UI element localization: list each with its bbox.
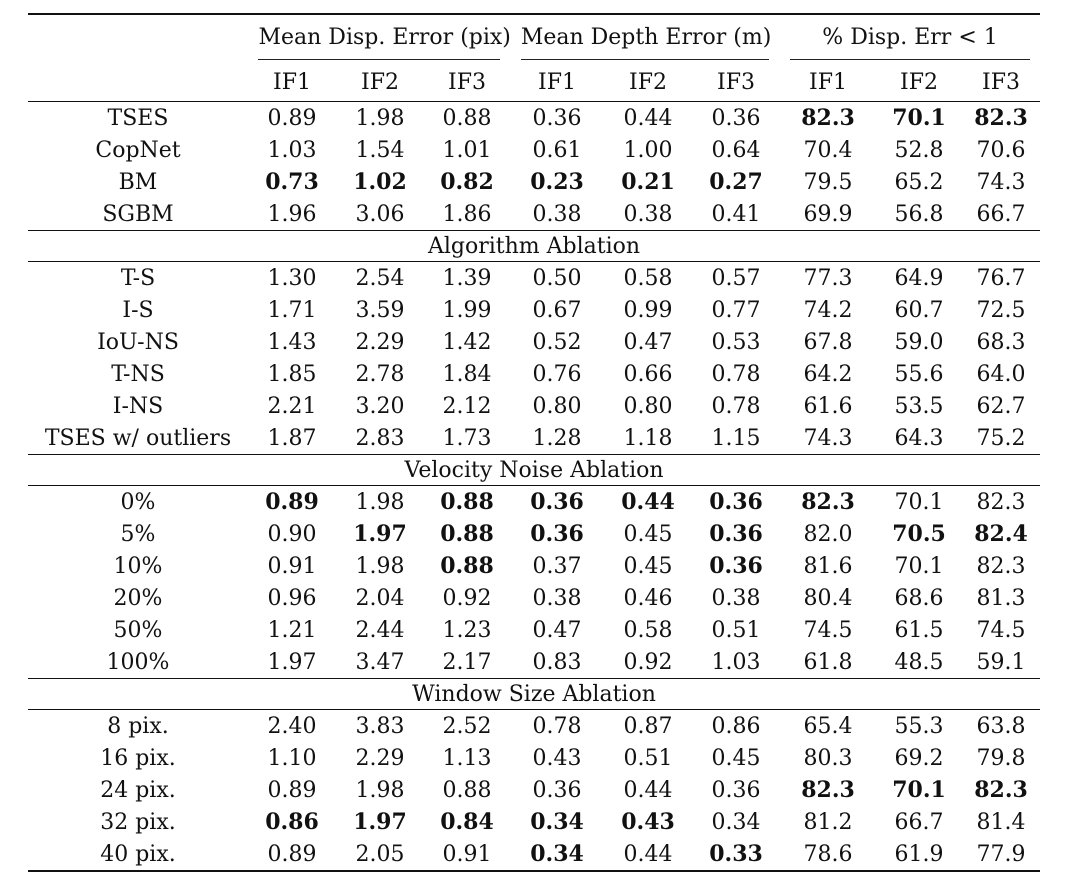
row-label: 40 pix. [100, 841, 176, 867]
table-cell: 0.96 [267, 585, 317, 611]
table-cell: 0.44 [623, 105, 673, 131]
best-value: 82.3 [974, 105, 1028, 131]
subcolumn-header-row [28, 63, 1040, 102]
table-cell: 1.42 [442, 329, 492, 355]
subcol-header: IF1 [809, 69, 847, 95]
table-cell: 1.98 [355, 489, 405, 515]
best-value: 0.27 [709, 169, 763, 195]
table-cell: 1.18 [623, 425, 673, 451]
row-label: 10% [113, 553, 163, 579]
table-cell [424, 166, 510, 198]
table-cell: 0.64 [711, 137, 761, 163]
section-title: Window Size Ablation [412, 681, 656, 707]
table-cell: 2.04 [355, 585, 405, 611]
table-cell: 1.99 [442, 297, 492, 323]
table-cell: 1.43 [267, 329, 317, 355]
row-label: T-NS [111, 361, 165, 387]
best-value: 82.3 [801, 489, 855, 515]
table-cell: 0.45 [623, 521, 673, 547]
row-label: TSES [107, 105, 169, 131]
table-cell: 81.2 [803, 809, 853, 835]
row-label: 20% [113, 585, 163, 611]
table-cell: 1.01 [442, 137, 492, 163]
table-cell: 66.7 [894, 809, 944, 835]
table-cell: 0.90 [267, 521, 317, 547]
row-label: T-S [120, 265, 156, 291]
table-cell [248, 166, 336, 198]
table-cell [510, 166, 604, 198]
table-cell: 0.99 [623, 297, 673, 323]
table-cell: 0.37 [532, 553, 582, 579]
table-cell [336, 518, 424, 550]
row-label: 32 pix. [100, 809, 176, 835]
table-cell: 0.58 [623, 617, 673, 643]
table-cell [336, 806, 424, 838]
table-cell: 0.44 [623, 841, 673, 867]
table-cell: 75.2 [976, 425, 1026, 451]
best-value: 82.3 [974, 777, 1028, 803]
table-cell [692, 550, 780, 582]
table-cell: 0.36 [532, 777, 582, 803]
table-cell: 2.83 [355, 425, 405, 451]
table-cell [780, 774, 876, 806]
table-cell: 0.51 [711, 617, 761, 643]
best-value: 0.33 [709, 841, 763, 867]
table-row [28, 294, 1040, 326]
table-cell: 74.5 [803, 617, 853, 643]
table-cell: 81.4 [976, 809, 1026, 835]
table-cell: 0.45 [623, 553, 673, 579]
table-cell: 59.1 [976, 649, 1026, 675]
table-cell: 0.78 [711, 393, 761, 419]
table-cell: 82.0 [803, 521, 853, 547]
table-cell [876, 774, 962, 806]
table-cell: 1.39 [442, 265, 492, 291]
table-cell [424, 806, 510, 838]
section-title: Algorithm Ablation [427, 233, 641, 259]
best-value: 1.97 [353, 809, 407, 835]
table-cell: 0.89 [267, 777, 317, 803]
table-cell: 53.5 [894, 393, 944, 419]
table-cell [876, 102, 962, 135]
row-label: TSES w/ outliers [44, 425, 232, 451]
subcol-header: IF1 [538, 69, 576, 95]
table-cell: 82.3 [976, 489, 1026, 515]
table-cell: 1.54 [355, 137, 405, 163]
table-cell: 70.6 [976, 137, 1026, 163]
subcol-header: IF2 [361, 69, 399, 95]
table-cell: 0.44 [623, 777, 673, 803]
table-cell [248, 486, 336, 519]
subcol-header: IF3 [448, 69, 486, 95]
table-cell: 77.3 [803, 265, 853, 291]
subcol-header: IF2 [629, 69, 667, 95]
table-cell: 0.92 [623, 649, 673, 675]
best-value: 1.02 [353, 169, 407, 195]
best-value: 0.44 [621, 489, 675, 515]
table-cell: 0.61 [532, 137, 582, 163]
table-cell: 82.3 [976, 553, 1026, 579]
table-row [28, 102, 1040, 135]
table-cell: 69.2 [894, 745, 944, 771]
table-cell [780, 102, 876, 135]
best-value: 82.3 [801, 777, 855, 803]
section-title: Velocity Noise Ablation [404, 457, 664, 483]
table-cell: 78.6 [803, 841, 853, 867]
best-value: 0.88 [440, 521, 494, 547]
table-cell [692, 166, 780, 198]
table-cell: 0.67 [532, 297, 582, 323]
row-label: I-S [122, 297, 154, 323]
table-cell: 0.91 [442, 841, 492, 867]
table-cell: 0.41 [711, 201, 761, 227]
section-header-row [28, 455, 1040, 486]
table-cell: 0.38 [711, 585, 761, 611]
table-cell: 81.6 [803, 553, 853, 579]
table-cell: 64.3 [894, 425, 944, 451]
table-cell: 48.5 [894, 649, 944, 675]
best-value: 0.73 [265, 169, 319, 195]
table-cell [962, 774, 1040, 806]
table-cell: 65.4 [803, 713, 853, 739]
table-cell: 76.7 [976, 265, 1026, 291]
table-cell: 70.4 [803, 137, 853, 163]
table-cell: 2.44 [355, 617, 405, 643]
corner-cell [28, 14, 248, 63]
table-row [28, 646, 1040, 679]
best-value: 1.97 [353, 521, 407, 547]
table-cell: 0.52 [532, 329, 582, 355]
table-cell: 0.78 [532, 713, 582, 739]
table-cell: 60.7 [894, 297, 944, 323]
table-cell: 0.51 [623, 745, 673, 771]
best-value: 0.43 [621, 809, 675, 835]
table-cell: 61.5 [894, 617, 944, 643]
table-cell: 0.36 [711, 105, 761, 131]
best-value: 0.89 [265, 489, 319, 515]
row-label: 24 pix. [100, 777, 176, 803]
table-cell: 0.58 [623, 265, 673, 291]
table-cell: 0.77 [711, 297, 761, 323]
table-cell: 0.76 [532, 361, 582, 387]
row-label: 100% [106, 649, 170, 675]
row-label: BM [118, 169, 158, 195]
row-label: SGBM [102, 201, 174, 227]
table-cell: 2.05 [355, 841, 405, 867]
best-value: 0.36 [709, 553, 763, 579]
table-cell: 79.8 [976, 745, 1026, 771]
best-value: 82.4 [974, 521, 1028, 547]
best-value: 0.36 [530, 521, 584, 547]
table-cell: 0.38 [532, 201, 582, 227]
best-value: 0.36 [709, 489, 763, 515]
table-cell: 72.5 [976, 297, 1026, 323]
table-row [28, 518, 1040, 550]
table-cell: 64.0 [976, 361, 1026, 387]
table-cell: 64.9 [894, 265, 944, 291]
table-cell: 2.21 [267, 393, 317, 419]
table-row [28, 262, 1040, 295]
table-cell [876, 518, 962, 550]
table-cell: 63.8 [976, 713, 1026, 739]
table-cell: 1.86 [442, 201, 492, 227]
table-cell: 0.83 [532, 649, 582, 675]
table-cell: 1.21 [267, 617, 317, 643]
table-cell: 0.47 [623, 329, 673, 355]
table-cell: 0.34 [711, 809, 761, 835]
best-value: 0.82 [440, 169, 494, 195]
best-value: 0.23 [530, 169, 584, 195]
table-cell: 0.80 [623, 393, 673, 419]
table-cell: 1.13 [442, 745, 492, 771]
table-cell: 74.3 [976, 169, 1026, 195]
subcol-header: IF2 [900, 69, 938, 95]
table-cell: 0.92 [442, 585, 492, 611]
best-value: 0.21 [621, 169, 675, 195]
table-cell: 3.20 [355, 393, 405, 419]
table-cell: 74.2 [803, 297, 853, 323]
table-row [28, 422, 1040, 455]
table-row [28, 742, 1040, 774]
table-cell: 0.50 [532, 265, 582, 291]
best-value: 0.86 [265, 809, 319, 835]
best-value: 0.34 [530, 809, 584, 835]
subcol-header: IF3 [717, 69, 755, 95]
best-value: 0.88 [440, 553, 494, 579]
table-cell [424, 518, 510, 550]
table-cell: 0.66 [623, 361, 673, 387]
best-value: 0.36 [709, 521, 763, 547]
section-header-row [28, 679, 1040, 710]
table-cell: 0.53 [711, 329, 761, 355]
table-cell: 66.7 [976, 201, 1026, 227]
subcol-header: IF3 [982, 69, 1020, 95]
table-cell: 61.8 [803, 649, 853, 675]
table-row [28, 774, 1040, 806]
best-value: 0.34 [530, 841, 584, 867]
table-cell: 2.78 [355, 361, 405, 387]
table-cell: 3.06 [355, 201, 405, 227]
best-value: 82.3 [801, 105, 855, 131]
table-cell: 74.5 [976, 617, 1026, 643]
table-cell: 0.88 [442, 105, 492, 131]
best-value: 70.1 [892, 105, 946, 131]
table-cell: 3.83 [355, 713, 405, 739]
table-cell: 2.29 [355, 329, 405, 355]
table-cell [336, 166, 424, 198]
table-row [28, 614, 1040, 646]
table-cell: 67.8 [803, 329, 853, 355]
table-row [28, 198, 1040, 231]
table-cell: 56.8 [894, 201, 944, 227]
table-cell: 55.3 [894, 713, 944, 739]
table-cell: 1.98 [355, 105, 405, 131]
table-cell: 1.28 [532, 425, 582, 451]
table-cell: 0.57 [711, 265, 761, 291]
table-cell [604, 166, 692, 198]
table-row [28, 806, 1040, 838]
table-cell: 0.38 [623, 201, 673, 227]
group-header-disp-error: Mean Disp. Error (pix) [248, 14, 510, 63]
best-value: 0.88 [440, 489, 494, 515]
table-cell: 0.46 [623, 585, 673, 611]
table-cell: 1.96 [267, 201, 317, 227]
table-cell: 1.03 [267, 137, 317, 163]
table-cell [692, 838, 780, 871]
table-cell: 1.00 [623, 137, 673, 163]
table-cell: 2.12 [442, 393, 492, 419]
table-row [28, 710, 1040, 743]
row-label: 16 pix. [100, 745, 176, 771]
table-cell [962, 518, 1040, 550]
table-row [28, 838, 1040, 871]
table-cell: 79.5 [803, 169, 853, 195]
table-row [28, 486, 1040, 519]
table-cell [424, 550, 510, 582]
table-row [28, 582, 1040, 614]
table-cell: 0.36 [711, 777, 761, 803]
table-cell: 64.2 [803, 361, 853, 387]
row-label: I-NS [112, 393, 164, 419]
table-cell: 0.86 [711, 713, 761, 739]
group-header-disp-err-pct: % Disp. Err < 1 [780, 14, 1040, 63]
table-cell [510, 486, 604, 519]
row-label: 50% [113, 617, 163, 643]
table-cell: 1.84 [442, 361, 492, 387]
row-label: 5% [120, 521, 156, 547]
subcol-label-blank [28, 63, 248, 102]
table-cell: 77.9 [976, 841, 1026, 867]
table-cell: 69.9 [803, 201, 853, 227]
table-cell: 2.29 [355, 745, 405, 771]
table-cell [248, 806, 336, 838]
table-row [28, 550, 1040, 582]
table-cell: 0.45 [711, 745, 761, 771]
table-cell: 1.15 [711, 425, 761, 451]
table-cell: 59.0 [894, 329, 944, 355]
row-label: IoU-NS [97, 329, 179, 355]
table-cell: 1.98 [355, 553, 405, 579]
table-cell: 0.80 [532, 393, 582, 419]
table-cell: 62.7 [976, 393, 1026, 419]
table-row [28, 134, 1040, 166]
table-cell: 81.3 [976, 585, 1026, 611]
table-cell: 0.78 [711, 361, 761, 387]
table-cell: 52.8 [894, 137, 944, 163]
table-cell: 1.30 [267, 265, 317, 291]
results-table [28, 13, 1040, 872]
table-cell [692, 518, 780, 550]
table-cell: 0.88 [442, 777, 492, 803]
table-cell [780, 486, 876, 519]
section-header-row [28, 231, 1040, 262]
table-cell: 1.97 [267, 649, 317, 675]
table-cell: 0.47 [532, 617, 582, 643]
table-cell: 2.17 [442, 649, 492, 675]
table-cell: 0.91 [267, 553, 317, 579]
table-cell: 80.3 [803, 745, 853, 771]
table-cell: 70.1 [894, 489, 944, 515]
table-cell [424, 486, 510, 519]
table-cell: 70.1 [894, 553, 944, 579]
group-header-row [28, 14, 1040, 63]
table-cell [604, 486, 692, 519]
table-cell: 1.87 [267, 425, 317, 451]
table-cell: 68.6 [894, 585, 944, 611]
table-cell: 0.36 [532, 105, 582, 131]
row-label: 8 pix. [107, 713, 169, 739]
best-value: 0.36 [530, 489, 584, 515]
table-cell: 3.47 [355, 649, 405, 675]
table-cell: 80.4 [803, 585, 853, 611]
table-cell: 61.6 [803, 393, 853, 419]
table-cell [510, 518, 604, 550]
table-cell: 55.6 [894, 361, 944, 387]
table-cell: 1.10 [267, 745, 317, 771]
table-cell: 1.98 [355, 777, 405, 803]
table-cell: 3.59 [355, 297, 405, 323]
table-cell: 74.3 [803, 425, 853, 451]
table-cell: 2.40 [267, 713, 317, 739]
table-cell: 0.38 [532, 585, 582, 611]
table-cell: 2.52 [442, 713, 492, 739]
best-value: 0.84 [440, 809, 494, 835]
table-cell: 0.43 [532, 745, 582, 771]
row-label: 0% [120, 489, 156, 515]
table-row [28, 166, 1040, 198]
table-body [28, 102, 1040, 872]
table-cell: 61.9 [894, 841, 944, 867]
table-cell: 65.2 [894, 169, 944, 195]
group-header-depth-error: Mean Depth Error (m) [510, 14, 780, 63]
table-cell [510, 838, 604, 871]
table-cell [604, 806, 692, 838]
table-cell [962, 102, 1040, 135]
row-label: CopNet [95, 137, 181, 163]
table-cell: 1.23 [442, 617, 492, 643]
table-cell [510, 806, 604, 838]
table-cell: 1.71 [267, 297, 317, 323]
table-row [28, 390, 1040, 422]
table-cell: 0.87 [623, 713, 673, 739]
subcol-header: IF1 [273, 69, 311, 95]
table-cell: 1.03 [711, 649, 761, 675]
table-cell: 2.54 [355, 265, 405, 291]
best-value: 70.1 [892, 777, 946, 803]
table-cell: 68.3 [976, 329, 1026, 355]
table-cell [692, 486, 780, 519]
table-row [28, 326, 1040, 358]
table-cell: 0.89 [267, 105, 317, 131]
best-value: 70.5 [892, 521, 946, 547]
table-cell: 0.89 [267, 841, 317, 867]
table-cell: 1.85 [267, 361, 317, 387]
table-row [28, 358, 1040, 390]
table-cell: 1.73 [442, 425, 492, 451]
